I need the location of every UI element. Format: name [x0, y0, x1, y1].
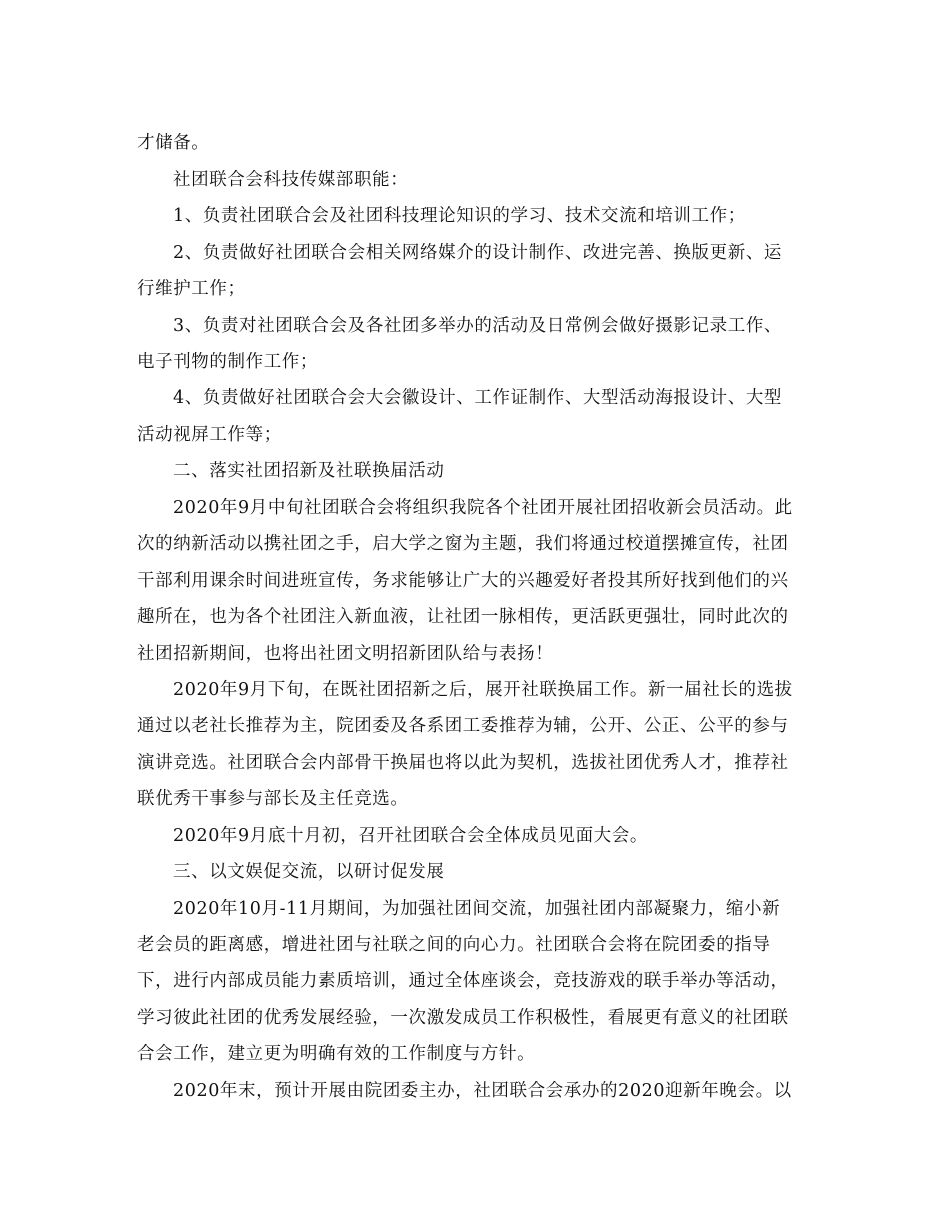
text-line: 行维护工作；	[137, 279, 246, 299]
text-line: 2020年9月中旬社团联合会将组织我院各个社团开展社团招收新会员活动。此	[173, 498, 793, 518]
text-line: 老会员的距离感，增进社团与社联之间的向心力。社团联合会将在院团委的指导	[137, 935, 771, 955]
text-line: 2020年末，预计开展由院团委主办，社团联合会承办的2020迎新年晚会。以	[173, 1081, 792, 1101]
text-line: 干部利用课余时间进班宣传，务求能够让广大的兴趣爱好者投其所好找到他们的兴	[137, 571, 789, 591]
text-line: 联优秀干事参与部长及主任竞选。	[137, 789, 409, 809]
section-heading: 三、以文娱促交流，以研讨促发展	[173, 862, 445, 882]
text-line: 社团联合会科技传媒部职能：	[173, 170, 409, 190]
text-line: 学习彼此社团的优秀发展经验，一次激发成员工作积极性，看展更有意义的社团联	[137, 1008, 789, 1028]
text-line: 4、负责做好社团联合会大会徽设计、工作证制作、大型活动海报设计、大型	[173, 388, 783, 408]
text-line: 下，进行内部成员能力素质培训，通过全体座谈会，竞技游戏的联手举办等活动，	[137, 971, 789, 991]
text-line: 活动视屏工作等；	[137, 425, 282, 445]
text-line: 次的纳新活动以携社团之手，启大学之窗为主题，我们将通过校道摆摊宣传，社团	[137, 534, 789, 554]
text-line: 2020年9月下旬，在既社团招新之后，展开社联换届工作。新一届社长的选拔	[173, 680, 793, 700]
text-line: 合会工作，建立更为明确有效的工作制度与方针。	[137, 1044, 536, 1064]
text-line: 1、负责社团联合会及社团科技理论知识的学习、技术交流和培训工作；	[173, 206, 746, 226]
text-line: 2020年10月-11月期间，为加强社团间交流，加强社团内部凝聚力，缩小新	[173, 899, 781, 919]
text-line: 2、负责做好社团联合会相关网络媒介的设计制作、改进完善、换版更新、运	[173, 243, 783, 263]
text-line: 演讲竞选。社团联合会内部骨干换届也将以此为契机，选拔社团优秀人才，推荐社	[137, 753, 789, 773]
text-line: 才储备。	[137, 133, 210, 153]
text-line: 电子刊物的制作工作；	[137, 352, 318, 372]
section-heading: 二、落实社团招新及社联换届活动	[173, 461, 445, 481]
text-line: 2020年9月底十月初，召开社团联合会全体成员见面大会。	[173, 826, 648, 846]
text-line: 社团招新期间，也将出社团文明招新团队给与表扬！	[137, 644, 554, 664]
text-line: 趣所在，也为各个社团注入新血液，让社团一脉相传，更活跃更强壮，同时此次的	[137, 607, 789, 627]
text-line: 3、负责对社团联合会及各社团多举办的活动及日常例会做好摄影记录工作、	[173, 316, 783, 336]
text-line: 通过以老社长推荐为主，院团委及各系团工委推荐为辅，公开、公正、公平的参与	[137, 716, 789, 736]
